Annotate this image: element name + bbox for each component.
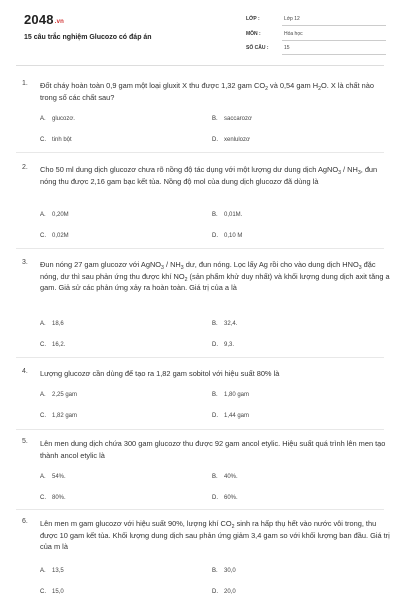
option-text: 18,6 (52, 321, 64, 327)
meta-key: LỚP : (246, 16, 260, 22)
document-title: 15 câu trắc nghiệm Glucozo có đáp án (24, 34, 152, 41)
option-letter: D. (212, 233, 218, 239)
option-letter: C. (40, 342, 46, 348)
option-letter: A. (40, 212, 46, 218)
meta-count (246, 43, 386, 56)
meta-class (246, 14, 386, 27)
option-letter: D. (212, 589, 218, 595)
meta-underline (282, 54, 386, 55)
question-separator (16, 429, 384, 430)
option-text: 1,44 gam (224, 413, 250, 419)
option-text: 1,80 gam (224, 392, 250, 398)
option-text: tinh bột (52, 137, 72, 143)
option-c[interactable] (40, 413, 77, 419)
logo-suffix: .vn (54, 19, 65, 25)
option-b[interactable] (212, 474, 238, 480)
option-b[interactable] (212, 321, 237, 327)
question-text: Cho 50 ml dung dịch glucozơ chưa rõ nồng độ tác dụng với một lượng dư dung dịch AgNO$_3$ / $NH_3$, đun nóng thu được 2,16 gam bạc kết tủa. Nồng độ mol của dung dịch glucozơ đã dùng là (40, 165, 378, 186)
option-d[interactable] (212, 137, 250, 143)
option-letter: C. (40, 137, 46, 143)
option-text: 30,0 (224, 568, 236, 574)
question-number: 2. (22, 164, 28, 171)
option-text: 54%. (52, 474, 66, 480)
option-text: 0,01M. (224, 212, 243, 218)
option-a[interactable] (40, 116, 75, 122)
question-number: 6. (22, 518, 28, 525)
meta-underline (282, 25, 386, 26)
question-number: 1. (22, 80, 28, 87)
logo-main: 2048 (24, 12, 54, 27)
option-letter: C. (40, 233, 46, 239)
question-number: 5. (22, 438, 28, 445)
option-d[interactable] (212, 495, 238, 501)
option-c[interactable] (40, 137, 72, 143)
question-separator (16, 357, 384, 358)
option-b[interactable] (212, 392, 249, 398)
option-b[interactable] (212, 568, 236, 574)
meta-value: 15 (284, 45, 290, 51)
option-text: 0,20M (52, 212, 69, 218)
option-d[interactable] (212, 342, 234, 348)
option-letter: A. (40, 392, 46, 398)
page-header (0, 0, 400, 72)
option-d[interactable] (212, 233, 242, 239)
option-text: glucozơ. (52, 116, 75, 122)
option-a[interactable] (40, 321, 64, 327)
option-text: 9,3. (224, 342, 235, 348)
question-text: Lên men dung dịch chứa 300 gam glucozơ thu được 92 gam ancol etylic. Hiệu suất quá trình lên men tạo thành ancol etylic là (40, 439, 386, 460)
option-letter: C. (40, 413, 46, 419)
option-letter: A. (40, 568, 46, 574)
meta-subject (246, 29, 386, 42)
option-a[interactable] (40, 474, 66, 480)
option-d[interactable] (212, 589, 236, 595)
option-text: 40%. (224, 474, 238, 480)
option-text: xenlulozơ (224, 137, 250, 143)
meta-key: SỐ CÂU : (246, 45, 269, 51)
header-divider (16, 65, 384, 66)
option-letter: D. (212, 495, 218, 501)
option-text: 13,5 (52, 568, 64, 574)
option-letter: B. (212, 116, 218, 122)
question-separator (16, 152, 384, 153)
option-text: 0,02M (52, 233, 69, 239)
question-text: Lượng glucozơ cần dùng để tạo ra 1,82 gam sobitol với hiệu suất 80% là (40, 369, 280, 378)
option-c[interactable] (40, 233, 69, 239)
question-text: Đun nóng 27 gam glucozơ với AgNO$_3$ / $NH_3$ dư, đun nóng. Lọc lấy Ag rồi cho vào dung dịch $HNO_3$ đặc nóng, dư thì sau phản ứng thu được khí $NO_2$ (sản phẩm khử duy nhất) và khối lượng dung dịch axit tăng a gam. Giả sử các phản ứng xảy ra hoàn toàn. Giá trị của a là (40, 260, 390, 293)
option-letter: A. (40, 321, 46, 327)
option-a[interactable] (40, 392, 77, 398)
option-text: saccarozơ (224, 116, 252, 122)
option-text: 2,25 gam (52, 392, 78, 398)
question-text: Đốt cháy hoàn toàn 0,9 gam một loại gluxit X thu được 1,32 gam $CO_2$ và 0,54 gam $H_2O$. X là chất nào trong số các chất sau? (40, 81, 374, 102)
question-number: 4. (22, 368, 28, 375)
meta-value: Hóa học (284, 31, 303, 37)
option-text: 20,0 (224, 589, 236, 595)
option-text: 16,2. (52, 342, 66, 348)
option-c[interactable] (40, 495, 66, 501)
option-letter: A. (40, 116, 46, 122)
option-letter: D. (212, 413, 218, 419)
option-d[interactable] (212, 413, 249, 419)
option-b[interactable] (212, 116, 252, 122)
meta-underline (282, 40, 386, 41)
question-text: Lên men m gam glucozơ với hiệu suất 90%, lượng khí $CO_2$ sinh ra hấp thụ hết vào nước vôi trong, thu được 10 gam kết tủa. Khối lượng dung dịch sau phản ứng giảm 3,4 gam so với khối lượng ban đầu. Giá trị của m là (40, 519, 390, 552)
option-c[interactable] (40, 589, 64, 595)
site-logo[interactable] (24, 12, 64, 27)
option-letter: D. (212, 137, 218, 143)
question-number: 3. (22, 259, 28, 266)
option-letter: B. (212, 212, 218, 218)
option-letter: B. (212, 474, 218, 480)
meta-value: Lớp 12 (284, 16, 300, 22)
question-separator (16, 509, 384, 510)
option-text: 15,0 (52, 589, 64, 595)
option-letter: B. (212, 568, 218, 574)
option-letter: C. (40, 589, 46, 595)
option-letter: B. (212, 321, 218, 327)
option-text: 0,10 M (224, 233, 243, 239)
option-text: 60%. (224, 495, 238, 501)
option-a[interactable] (40, 568, 64, 574)
option-text: 32,4. (224, 321, 238, 327)
option-text: 1,82 gam (52, 413, 78, 419)
option-c[interactable] (40, 342, 65, 348)
option-b[interactable] (212, 212, 242, 218)
option-letter: A. (40, 474, 46, 480)
option-a[interactable] (40, 212, 69, 218)
question-separator (16, 248, 384, 249)
option-letter: D. (212, 342, 218, 348)
option-text: 80%. (52, 495, 66, 501)
meta-key: MÔN : (246, 31, 261, 37)
option-letter: B. (212, 392, 218, 398)
option-letter: C. (40, 495, 46, 501)
